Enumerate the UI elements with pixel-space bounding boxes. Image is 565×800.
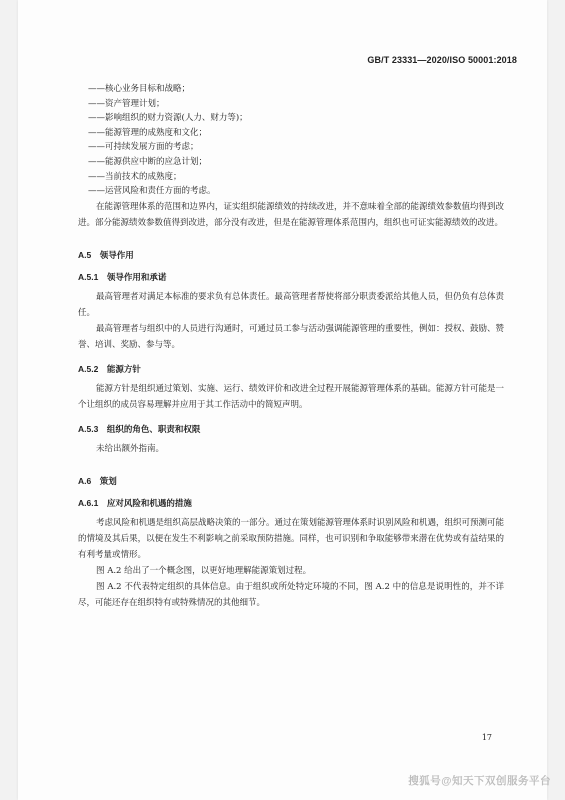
list-item: ——运营风险和责任方面的考虑。 bbox=[88, 186, 216, 197]
page-number: 17 bbox=[481, 733, 492, 742]
paragraph: 未给出额外指南。 bbox=[96, 443, 165, 454]
section-heading-a51: A.5.1 领导作用和承诺 bbox=[78, 271, 167, 282]
section-heading-a5: A.5 领导作用 bbox=[78, 249, 134, 260]
section-heading-a6: A.6 策划 bbox=[78, 475, 117, 486]
paragraph: 最高管理者与组织中的人员进行沟通时，可通过员工参与活动强调能源管理的重要性，例如：授权、鼓励、赞誉、培训、奖励、参与等。 bbox=[78, 323, 505, 350]
standard-code: GB/T 23331—2020/ISO 50001:2018 bbox=[367, 55, 517, 65]
paragraph: 最高管理者对满足本标准的要求负有总体责任。最高管理者帮使将部分职责委派给其他人员，但仍负有总体责任。 bbox=[78, 291, 505, 318]
intro-list bbox=[78, 82, 504, 199]
document-page bbox=[18, 0, 547, 800]
list-item: ——当前技术的成熟度； bbox=[88, 171, 182, 182]
section-heading-a61: A.6.1 应对风险和机遇的措施 bbox=[78, 497, 192, 508]
list-item: ——资产管理计划； bbox=[88, 98, 165, 109]
section-heading-a52: A.5.2 能源方针 bbox=[78, 363, 141, 374]
watermark: 搜狐号@知天下双创服务平台 bbox=[408, 775, 551, 787]
list-item: ——能源管理的成熟度和文化； bbox=[88, 127, 208, 138]
intro-paragraph: 在能源管理体系的范围和边界内，证实组织能源绩效的持续改进，并不意味着全部的能源绩效参数值均得到改进。部分能源绩效参数值得到改进，部分没有改进，但是在能源管理体系范围内，组织也可证实能源绩效的改进。 bbox=[78, 201, 505, 228]
paragraph: 考虑风险和机遇是组织高层战略决策的一部分。通过在策划能源管理体系时识别风险和机遇，组织可预测可能的情境及其后果，以便在发生不利影响之前采取预防措施。同样，也可识别和争取能够带来潜在优势或有益结果的有利考量或情形。 bbox=[78, 517, 505, 560]
page-content bbox=[78, 82, 504, 611]
list-item: ——影响组织的财力资源(人力、财力等)； bbox=[88, 113, 248, 124]
paragraph: 图 A.2 给出了一个概念图，以更好地理解能源策划过程。 bbox=[96, 565, 312, 576]
list-item: ——能源供应中断的应急计划； bbox=[88, 156, 208, 167]
section-heading-a53: A.5.3 组织的角色、职责和权限 bbox=[78, 423, 201, 434]
paragraph: 图 A.2 不代表特定组织的具体信息。由于组织或所处特定环境的不同，图 A.2 中的信息是说明性的，并不详尽，可能还存在组织特有或特殊情况的其他细节。 bbox=[78, 581, 504, 608]
paragraph: 能源方针是组织通过策划、实施、运行、绩效评价和改进全过程开展能源管理体系的基础。能源方针可能是一个让组织的成员容易理解并应用于其工作活动中的简短声明。 bbox=[78, 383, 505, 410]
list-item: ——可持续发展方面的考虑； bbox=[88, 142, 199, 153]
list-item: ——核心业务目标和战略； bbox=[88, 84, 191, 94]
